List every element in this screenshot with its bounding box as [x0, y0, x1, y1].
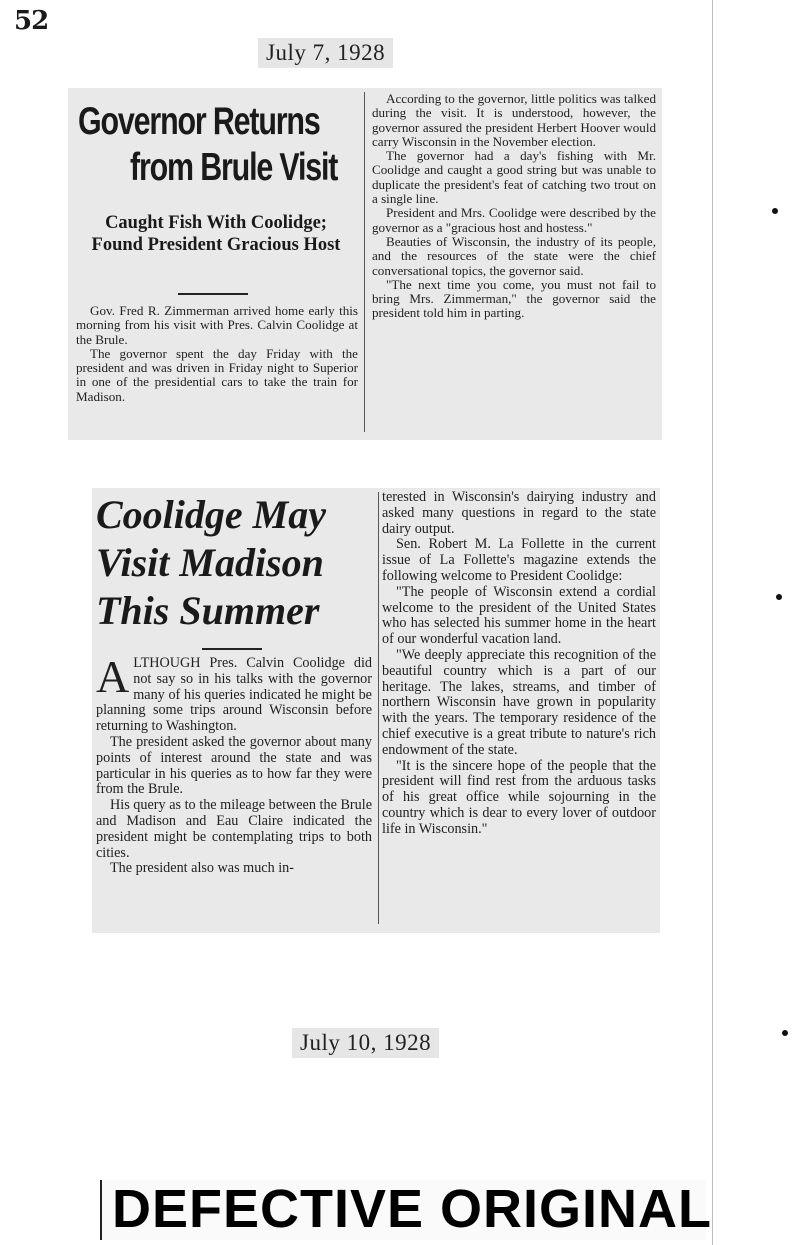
clipping-date-july-10: July 10, 1928	[292, 1028, 439, 1058]
paragraph: "The people of Wisconsin extend a cordial welcome to the president of the United States who has selected his summer home in the heart of our wonderful vacation land.	[382, 583, 656, 648]
headline-line-1: Governor Returns	[78, 100, 320, 143]
clipping-left-column	[68, 88, 360, 440]
paragraph: The governor had a day's fishing with Mr. Coolidge and caught a good string but was unable to duplicate the president's feat of catching two trout on a single line.	[372, 148, 656, 207]
binding-hole-mark	[782, 1030, 788, 1036]
paragraph: Sen. Robert M. La Follette in the current issue of La Follette's magazine extends the following welcome to President Coolidge:	[382, 536, 656, 584]
headline-line-2: Visit Madison	[96, 540, 324, 585]
headline-line-1: Coolidge May	[96, 492, 326, 537]
lead-paragraph: ALTHOUGH Pres. Calvin Coolidge did not say so in his talks with the governor many of his queries indicated he might be planning some trips around Wisconsin before returning to Washington.	[96, 651, 372, 735]
headline-line-3: This Summer	[96, 588, 320, 633]
paragraph: "We deeply appreciate this recognition of the beautiful country which is a part of our heritage. The lakes, streams, and timber of northern Wisconsin have grown in popularity with the years. The temporary residence of the chief executive is a great tribute to nature's rich endowment of the state.	[382, 646, 656, 758]
binding-hole-mark	[776, 594, 782, 600]
headline-line-2: from Brule Visit	[130, 146, 338, 189]
article-column-2	[372, 92, 656, 321]
clipping-date-july-7: July 7, 1928	[258, 38, 393, 68]
paragraph: Beauties of Wisconsin, the industry of its people, and the resources of the state were the chief conversational topics, the governor said.	[372, 233, 656, 278]
paragraph: President and Mrs. Coolidge were described by the governor as a "gracious host and hostess."	[372, 205, 656, 235]
paragraph: The governor spent the day Friday with the president and was driven in Friday night to Superior in one of the presidential cars to take the train for Madison.	[76, 345, 358, 404]
column-divider	[364, 92, 365, 432]
paragraph: His query as to the mileage between the Brule and Madison and Eau Claire indicated the president might be contemplating trips to both cities.	[96, 797, 372, 861]
paragraph: "It is the sincere hope of the people that the president will find rest from the arduous tasks of his great office while sojourning in the country which is dear to every lover of outdoor life in Wisconsin."	[382, 757, 656, 837]
page-edge-line	[712, 0, 713, 1245]
page-number: 52	[14, 6, 49, 36]
headline-rule	[202, 648, 262, 650]
paragraph: The president also was much in-	[110, 860, 294, 877]
column-divider	[378, 492, 379, 924]
drop-cap: A	[96, 651, 130, 702]
clipping-governor-returns	[68, 88, 662, 440]
clipping-coolidge-may-visit	[92, 488, 660, 933]
defective-original-stamp: DEFECTIVE ORIGINAL	[112, 1179, 713, 1239]
article-column-2	[382, 490, 656, 838]
paragraph: The president asked the governor about many points of interest around the state and was particular in his queries as to how far they were from the Brule.	[96, 733, 372, 798]
paragraph: According to the governor, little politics was talked during the visit. It is understood, however, the governor assured the president Herbert Hoover would carry Wisconsin in the November election.	[372, 91, 656, 149]
subheadline: Caught Fish With Coolidge; Found President Gracious Host	[91, 213, 341, 255]
headline-rule	[178, 293, 248, 295]
binding-hole-mark	[772, 208, 778, 214]
paragraph: terested in Wisconsin's dairying industry and asked many questions in regard to the state dairy output.	[382, 489, 656, 537]
article-column-1	[76, 304, 358, 404]
paragraph: Gov. Fred R. Zimmerman arrived home early this morning from his visit with Pres. Calvin Coolidge at the Brule.	[76, 303, 358, 347]
article-column-1	[96, 651, 372, 877]
paragraph: "The next time you come, you must not fail to bring Mrs. Zimmerman," the governor said the president told him in parting.	[372, 276, 656, 321]
